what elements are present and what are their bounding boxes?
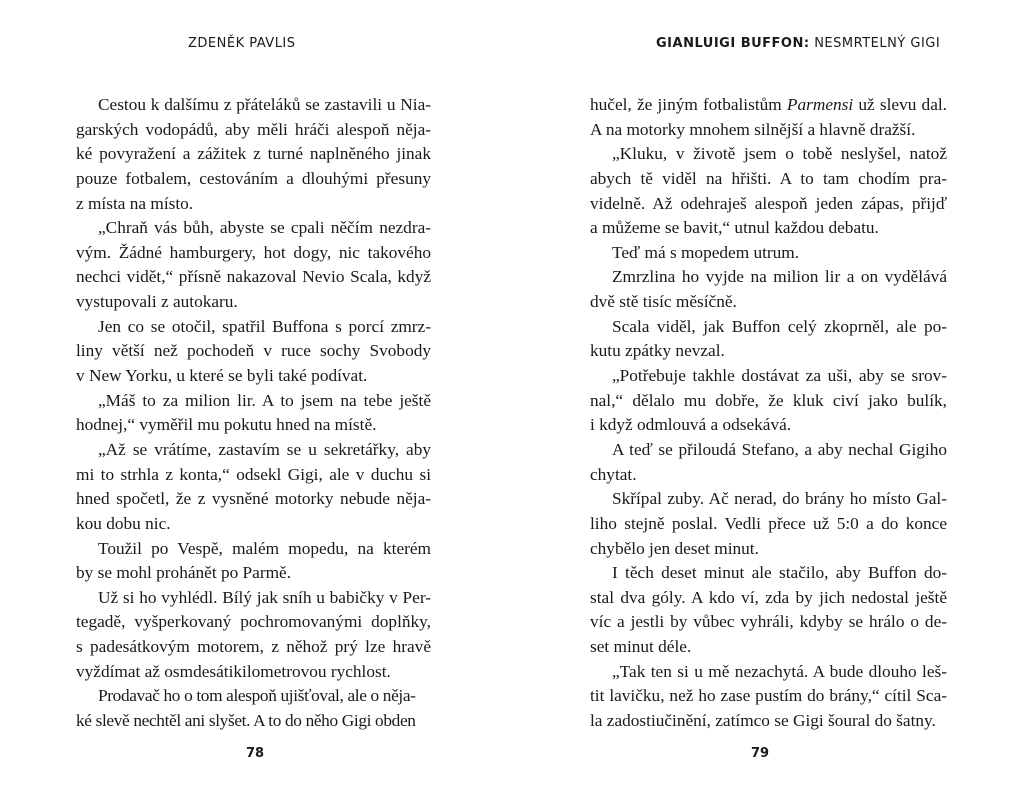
- text-line: v New Yorku, u které se byli také podívat.: [76, 366, 368, 386]
- right-page: [509, 0, 1018, 800]
- text-line: vyždímat až osmdesátikilometrovou rychlost.: [76, 661, 391, 681]
- text-line: abych tě viděl na hřišti. A to tam chodím pra-: [590, 168, 947, 188]
- text-line: set minut déle.: [590, 637, 692, 657]
- text-line: garských vodopádů, aby měli hráči alespoň něja-: [76, 119, 431, 139]
- text-line: ké povyražení a zážitek z turné naplněného jinak: [76, 144, 431, 164]
- text-line: kutu zpátky nevzal.: [590, 341, 725, 361]
- text-line: „Tak ten si u mě nezachytá. A bude dlouho leš-: [612, 661, 947, 681]
- text-line: nechci vidět,“ přísně nakazoval Nevio Scala, když: [76, 267, 431, 287]
- text-line: hodnej,“ vyměřil mu pokutu hned na místě.: [76, 415, 377, 435]
- left-page-text: [76, 93, 431, 734]
- text-line: i když odmlouvá a odsekává.: [590, 415, 792, 435]
- right-running-head: [656, 36, 940, 51]
- text-line: I těch deset minut ale stačilo, aby Buffon do-: [612, 563, 947, 583]
- text-line: „Kluku, v životě jsem o tobě neslyšel, natož: [612, 144, 947, 164]
- text-line: vystupovali z autokaru.: [76, 292, 238, 312]
- text-line: kou dobu nic.: [76, 513, 171, 533]
- text-line: „Až se vrátíme, zastavím se u sekretářky, aby: [98, 439, 431, 459]
- text-line: „Máš to za milion lir. A to jsem na tebe ještě: [98, 390, 431, 410]
- text-line: A na motorky mnohem silnější a hlavně dražší.: [590, 119, 916, 139]
- text-segment: už slevu dal.: [853, 95, 947, 114]
- text-line: chytat.: [590, 464, 637, 484]
- text-line: mi to strhla z konta,“ odsekl Gigi, ale v duchu si: [76, 464, 431, 484]
- text-line: Už si ho vyhlédl. Bílý jak sníh u babičky v Per-: [98, 587, 431, 607]
- text-line: Cestou k dalšímu z přáteláků se zastavili u Nia-: [98, 95, 431, 114]
- right-page-number: 79: [751, 746, 770, 761]
- text-line: by se mohl prohánět po Parmě.: [76, 563, 292, 583]
- text-line: tegadě, vyšperkovaný pochromovanými doplňky,: [76, 612, 431, 632]
- text-line: víc a jestli by vůbec vyhráli, kdyby se hrálo o de-: [590, 612, 947, 632]
- text-line: videlně. Až odehraješ alespoň jeden zápas, přijď: [590, 193, 947, 213]
- text-line: Toužil po Vespě, malém mopedu, na kterém: [98, 538, 431, 558]
- text-segment: hučel, že jiným fotbalistům: [590, 95, 787, 114]
- right-page-text: [590, 93, 947, 734]
- text-line: liny větší než pochodeň v ruce sochy Svobody: [76, 341, 431, 361]
- text-line: chybělo jen deset minut.: [590, 538, 759, 558]
- text-line: la zadostiučinění, zatímco se Gigi šoural do šatny.: [590, 711, 936, 731]
- text-line: „Chraň vás bůh, abyste se cpali něčím nezdra-: [98, 218, 431, 238]
- text-line: liho stejně poslal. Vedli přece už 5:0 a do konce: [590, 513, 947, 533]
- text-line: z místa na místo.: [76, 193, 194, 213]
- text-line: Prodavač ho o tom alespoň ujišťoval, ale o něja-: [98, 686, 416, 706]
- text-line: pouze fotbalem, cestováním a dlouhými přesuny: [76, 168, 431, 188]
- running-head-book-title: NESMRTELNÝ GIGI: [809, 36, 941, 51]
- text-line: Scala viděl, jak Buffon celý zkoprněl, ale po-: [612, 316, 947, 336]
- italic-club-name: Parmensi: [786, 95, 854, 114]
- text-line: stal dva góly. A kdo ví, zda by jich nedostal ještě: [590, 587, 947, 607]
- text-line: s padesátkovým motorem, z něhož prý lze hravě: [76, 637, 431, 657]
- text-line: Jen co se otočil, spatřil Buffona s porcí zmrz-: [98, 316, 431, 336]
- running-head-author-title: GIANLUIGI BUFFON:: [656, 36, 810, 51]
- text-line: dvě stě tisíc měsíčně.: [590, 292, 737, 312]
- text-line: nal,“ dělalo mu dobře, že kluk civí jako bulík,: [590, 390, 947, 410]
- text-line: Teď má s mopedem utrum.: [612, 242, 800, 262]
- text-line: „Potřebuje takhle dostávat za uši, aby se srov-: [612, 366, 947, 386]
- text-line: vým. Žádné hamburgery, hot dogy, nic takového: [76, 242, 431, 262]
- text-line: tit lavičku, než ho zase pustím do brány,“ cítil Sca-: [590, 686, 947, 706]
- left-page-number: 78: [246, 746, 265, 761]
- text-line: Zmrzlina ho vyjde na milion lir a on vydělává: [612, 267, 947, 287]
- text-line: A teď se přiloudá Stefano, a aby nechal Gigiho: [612, 439, 947, 459]
- left-running-head: ZDENĚK PAVLIS: [188, 36, 296, 51]
- text-line: hned spočetl, že z vysněné motorky nebude něja-: [76, 489, 431, 509]
- text-line: Skřípal zuby. Ač nerad, do brány ho místo Gal-: [612, 489, 947, 509]
- text-line: [590, 93, 947, 118]
- text-line: ké slevě nechtěl ani slyšet. A to do něho Gigi obden: [76, 711, 416, 731]
- text-line: a můžeme se bavit,“ utnul každou debatu.: [590, 218, 879, 238]
